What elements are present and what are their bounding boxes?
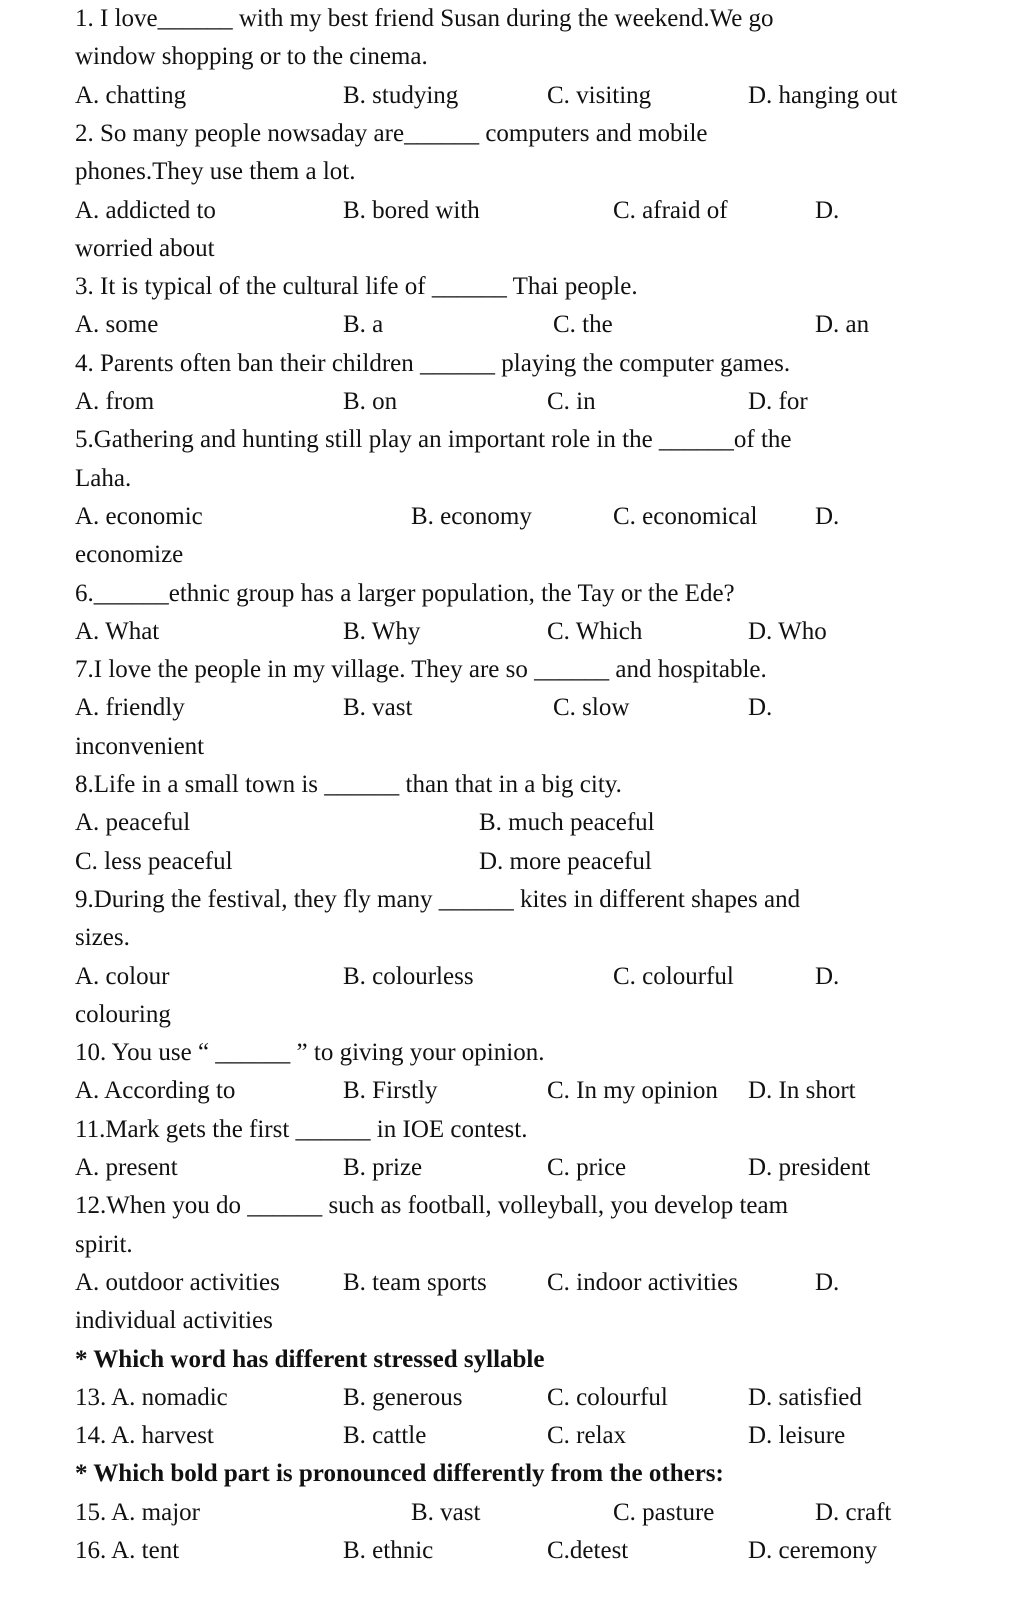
option-d-continued: individual activities: [75, 1307, 273, 1335]
section-heading-stress: * Which word has different stressed syllable: [75, 1345, 545, 1373]
option-c: C. less peaceful: [75, 847, 233, 875]
option-b: B. economy: [411, 502, 532, 530]
option-a: A. economic: [75, 502, 203, 530]
option-a: A. some: [75, 311, 159, 339]
question-5-stem: Laha.: [75, 464, 132, 492]
option-a: A. What: [75, 617, 160, 645]
question-12-stem: 12.When you do ______ such as football, volleyball, you develop team: [75, 1192, 789, 1220]
stress-q13-option: C. colourful: [547, 1383, 668, 1411]
option-d: D.: [748, 694, 773, 722]
option-d: D. hanging out: [748, 81, 898, 109]
option-a: A. from: [75, 388, 155, 415]
question-4-stem: 4. Parents often ban their children ______ playing the computer games.: [75, 349, 791, 377]
option-a: A. peaceful: [75, 809, 191, 837]
stress-q13-option: B. generous: [343, 1383, 463, 1411]
option-a: A. addicted to: [75, 196, 216, 224]
option-b: B. bored with: [343, 196, 480, 224]
question-1-stem: 1. I love______ with my best friend Susan during the weekend.We go: [75, 5, 774, 32]
option-c: C. economical: [613, 502, 758, 530]
option-c: C. colourful: [613, 962, 734, 990]
stress-q13-option: D. satisfied: [748, 1383, 862, 1411]
option-c: C. visiting: [547, 81, 652, 109]
option-d-continued: economize: [75, 541, 184, 569]
option-d-continued: inconvenient: [75, 732, 205, 760]
stress-q14-option: 14. A. harvest: [75, 1422, 214, 1450]
question-2-stem: phones.They use them a lot.: [75, 158, 356, 186]
pronunciation-q16-option: D. ceremony: [748, 1537, 878, 1564]
option-b: B. Firstly: [343, 1077, 438, 1105]
option-a: A. According to: [75, 1077, 236, 1105]
option-c: C. Which: [547, 617, 643, 645]
stress-q14-option: B. cattle: [343, 1422, 427, 1450]
question-9-stem: 9.During the festival, they fly many ______ kites in different shapes and: [75, 885, 801, 913]
option-a: A. present: [75, 1154, 178, 1181]
option-d: D. Who: [748, 617, 827, 645]
option-d: D.: [815, 1268, 840, 1296]
option-d: D. for: [748, 388, 808, 415]
stress-q14-option: D. leisure: [748, 1422, 846, 1450]
option-b: B. on: [343, 388, 398, 415]
pronunciation-q15-option: 15. A. major: [75, 1498, 200, 1526]
option-b: B. team sports: [343, 1268, 487, 1296]
question-12-stem: spirit.: [75, 1230, 133, 1258]
question-10-stem: 10. You use “ ______ ” to giving your opinion.: [75, 1039, 545, 1067]
option-d: D.: [815, 196, 840, 224]
question-11-stem: 11.Mark gets the first ______ in IOE contest.: [75, 1115, 528, 1143]
option-d: D. more peaceful: [479, 847, 652, 875]
question-9-stem: sizes.: [75, 924, 130, 952]
pronunciation-q15-option: C. pasture: [613, 1498, 715, 1526]
option-d: D. president: [748, 1154, 871, 1181]
option-c: C. indoor activities: [547, 1268, 738, 1296]
question-3-stem: 3. It is typical of the cultural life of ______ Thai people.: [75, 273, 638, 301]
pronunciation-q15-option: D. craft: [815, 1498, 892, 1526]
question-7-stem: 7.I love the people in my village. They are so ______ and hospitable.: [75, 656, 767, 684]
question-2-stem: 2. So many people nowsaday are______ computers and mobile: [75, 119, 708, 147]
question-8-stem: 8.Life in a small town is ______ than that in a big city.: [75, 771, 622, 798]
option-c: C. slow: [553, 694, 630, 722]
pronunciation-q16-option: B. ethnic: [343, 1537, 434, 1564]
pronunciation-q15-option: B. vast: [411, 1498, 481, 1526]
option-a: A. friendly: [75, 694, 185, 722]
option-b: B. prize: [343, 1154, 423, 1181]
option-b: B. much peaceful: [479, 809, 655, 837]
option-d-continued: colouring: [75, 1000, 171, 1028]
option-d: D. an: [815, 311, 870, 339]
stress-q13-option: 13. A. nomadic: [75, 1383, 228, 1411]
option-a: A. colour: [75, 962, 170, 990]
stress-q14-option: C. relax: [547, 1422, 627, 1450]
option-a: A. outdoor activities: [75, 1268, 280, 1296]
option-a: A. chatting: [75, 81, 187, 109]
option-c: C. in: [547, 388, 596, 415]
option-c: C. In my opinion: [547, 1077, 718, 1105]
pronunciation-q16-option: 16. A. tent: [75, 1537, 180, 1564]
option-d: D.: [815, 962, 840, 990]
option-b: B. a: [343, 311, 384, 339]
option-b: B. studying: [343, 81, 459, 109]
option-c: C. price: [547, 1154, 627, 1181]
option-d: D.: [815, 502, 840, 530]
option-d-continued: worried about: [75, 234, 215, 262]
option-b: B. vast: [343, 694, 413, 722]
question-6-stem: 6.______ethnic group has a larger population, the Tay or the Ede?: [75, 579, 735, 607]
option-c: C. the: [553, 311, 613, 339]
option-b: B. colourless: [343, 962, 474, 990]
option-b: B. Why: [343, 617, 421, 645]
question-1-stem: window shopping or to the cinema.: [75, 43, 428, 71]
question-5-stem: 5.Gathering and hunting still play an important role in the ______of the: [75, 426, 792, 454]
pronunciation-q16-option: C.detest: [547, 1537, 629, 1564]
option-d: D. In short: [748, 1077, 856, 1105]
option-c: C. afraid of: [613, 196, 728, 224]
section-heading-pronunciation: * Which bold part is pronounced differently from the others:: [75, 1460, 724, 1488]
